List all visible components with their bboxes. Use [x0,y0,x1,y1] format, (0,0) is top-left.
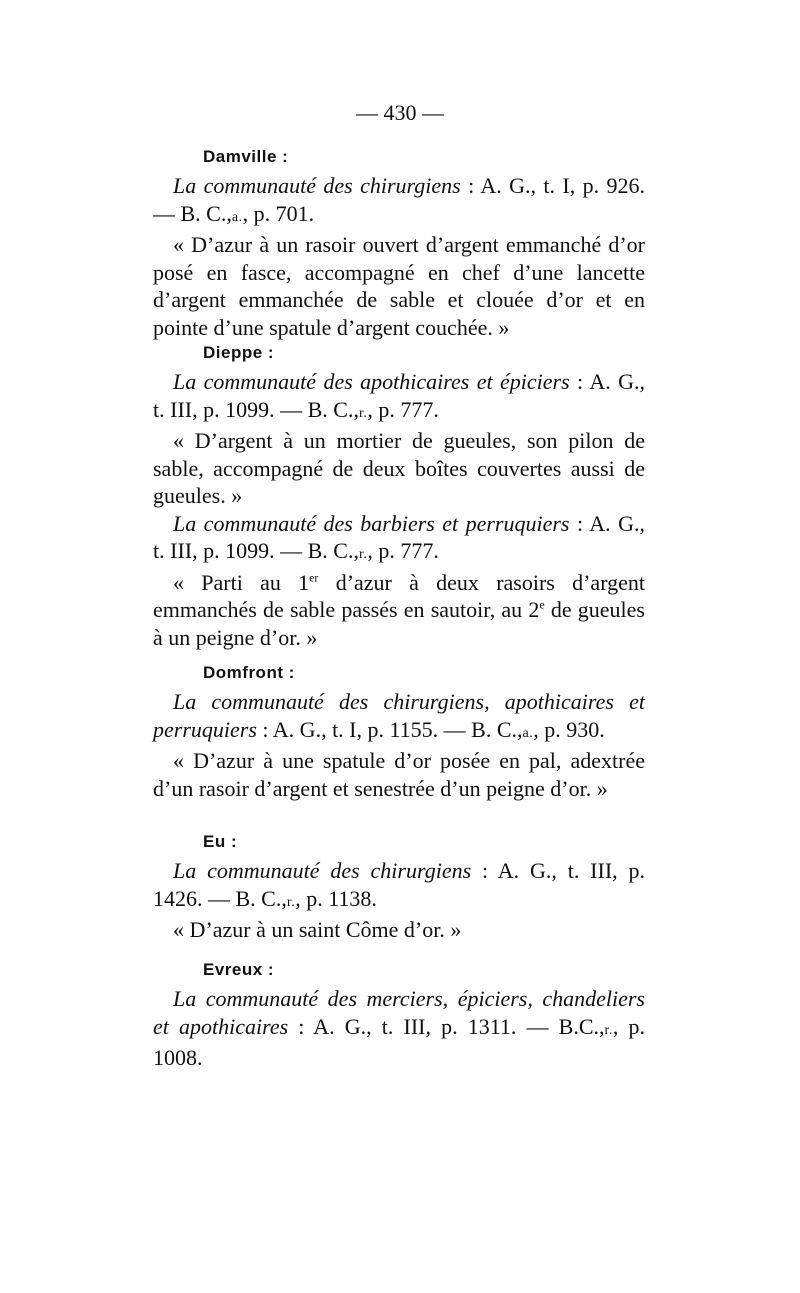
ordinal-suffix: er [309,570,319,585]
reference-2 [153,510,645,569]
reference [153,688,645,747]
reference-title: La communauté des merciers, épiciers, chandeliers et apothicaires [153,986,645,1039]
reference-title: La communauté des apothicaires et épiciers [173,369,570,394]
entry-domfront [153,658,645,802]
entry-damville [153,142,645,341]
ordinal-suffix: e [539,597,545,612]
reference-abbrev: a. [231,209,243,225]
place-heading: Eu : [203,832,238,851]
place-heading: Dieppe : [203,343,275,362]
reference-title: La communauté des barbiers et perruquiers [173,510,570,536]
reference-page: , p. 777. [367,538,439,563]
place-heading: Domfront : [203,663,295,682]
reference-abbrev: a. [522,725,534,741]
reference-title: La communauté des chirurgiens [173,858,472,883]
entry-evreux [153,955,645,1072]
reference-title: La communauté des chirurgiens, apothicaires et perruquiers [153,689,645,742]
blazon-text: « Parti au 1 [173,569,310,595]
reference-abbrev: r. [286,894,296,910]
reference-page: , p. 1138. [295,885,377,911]
place-heading: Evreux : [203,960,275,979]
reference-page: , p. 1008. [153,1013,646,1070]
place-heading: Damville : [203,147,289,166]
blazon: « D’azur à un saint Côme d’or. » [173,917,462,942]
blazon: « D’azur à une spatule d’or posée en pal, adextrée d’un rasoir d’argent et senestrée d’un peigne d’or. » [153,748,645,801]
reference-text: : A. G., t. III, p. 1099. — B. C., [153,510,645,563]
blazon-text: d’azur à deux rasoirs d’argent emmanchés de sable passés en sautoir, au 2 [153,569,645,622]
reference-text: : A. G., t. III, p. 1311. — B.C., [288,1013,605,1039]
blazon: « D’azur à un rasoir ouvert d’argent emmanché d’or posé en fasce, accompagné en chef d’une lancette d’argent emmanchée de sable et clouée d’or et en pointe d’une spatule d’argent couchée. » [153,232,645,340]
entry-dieppe [153,338,645,651]
reference [153,857,645,916]
reference [153,368,645,427]
reference-title: La communauté des chirurgiens [173,173,461,198]
reference [153,985,645,1072]
reference-page: , p. 701. [242,200,315,226]
reference [153,172,645,231]
reference-page: , p. 777. [367,396,439,422]
reference-page: , p. 930. [533,716,605,742]
reference-text: : A. G., t. III, p. 1099. — B. C., [153,369,645,422]
blazon-text: de gueules à un peigne d’or. » [153,597,645,650]
reference-text: : A. G., t. I, p. 926. — B. C., [153,173,645,226]
page-number: — 430 — [356,100,444,125]
blazon-2 [153,569,645,652]
reference-abbrev: r. [358,405,368,421]
reference-text: : A. G., t. III, p. 1426. — B. C., [153,858,646,911]
reference-abbrev: r. [604,1022,613,1038]
reference-abbrev: r. [358,547,368,562]
reference-text: : A. G., t. I, p. 1155. — B. C., [256,716,523,742]
blazon: « D’argent à un mortier de gueules, son pilon de sable, accompagné de deux boîtes couvertes aussi de gueules. » [153,428,645,508]
entry-eu [153,827,645,944]
